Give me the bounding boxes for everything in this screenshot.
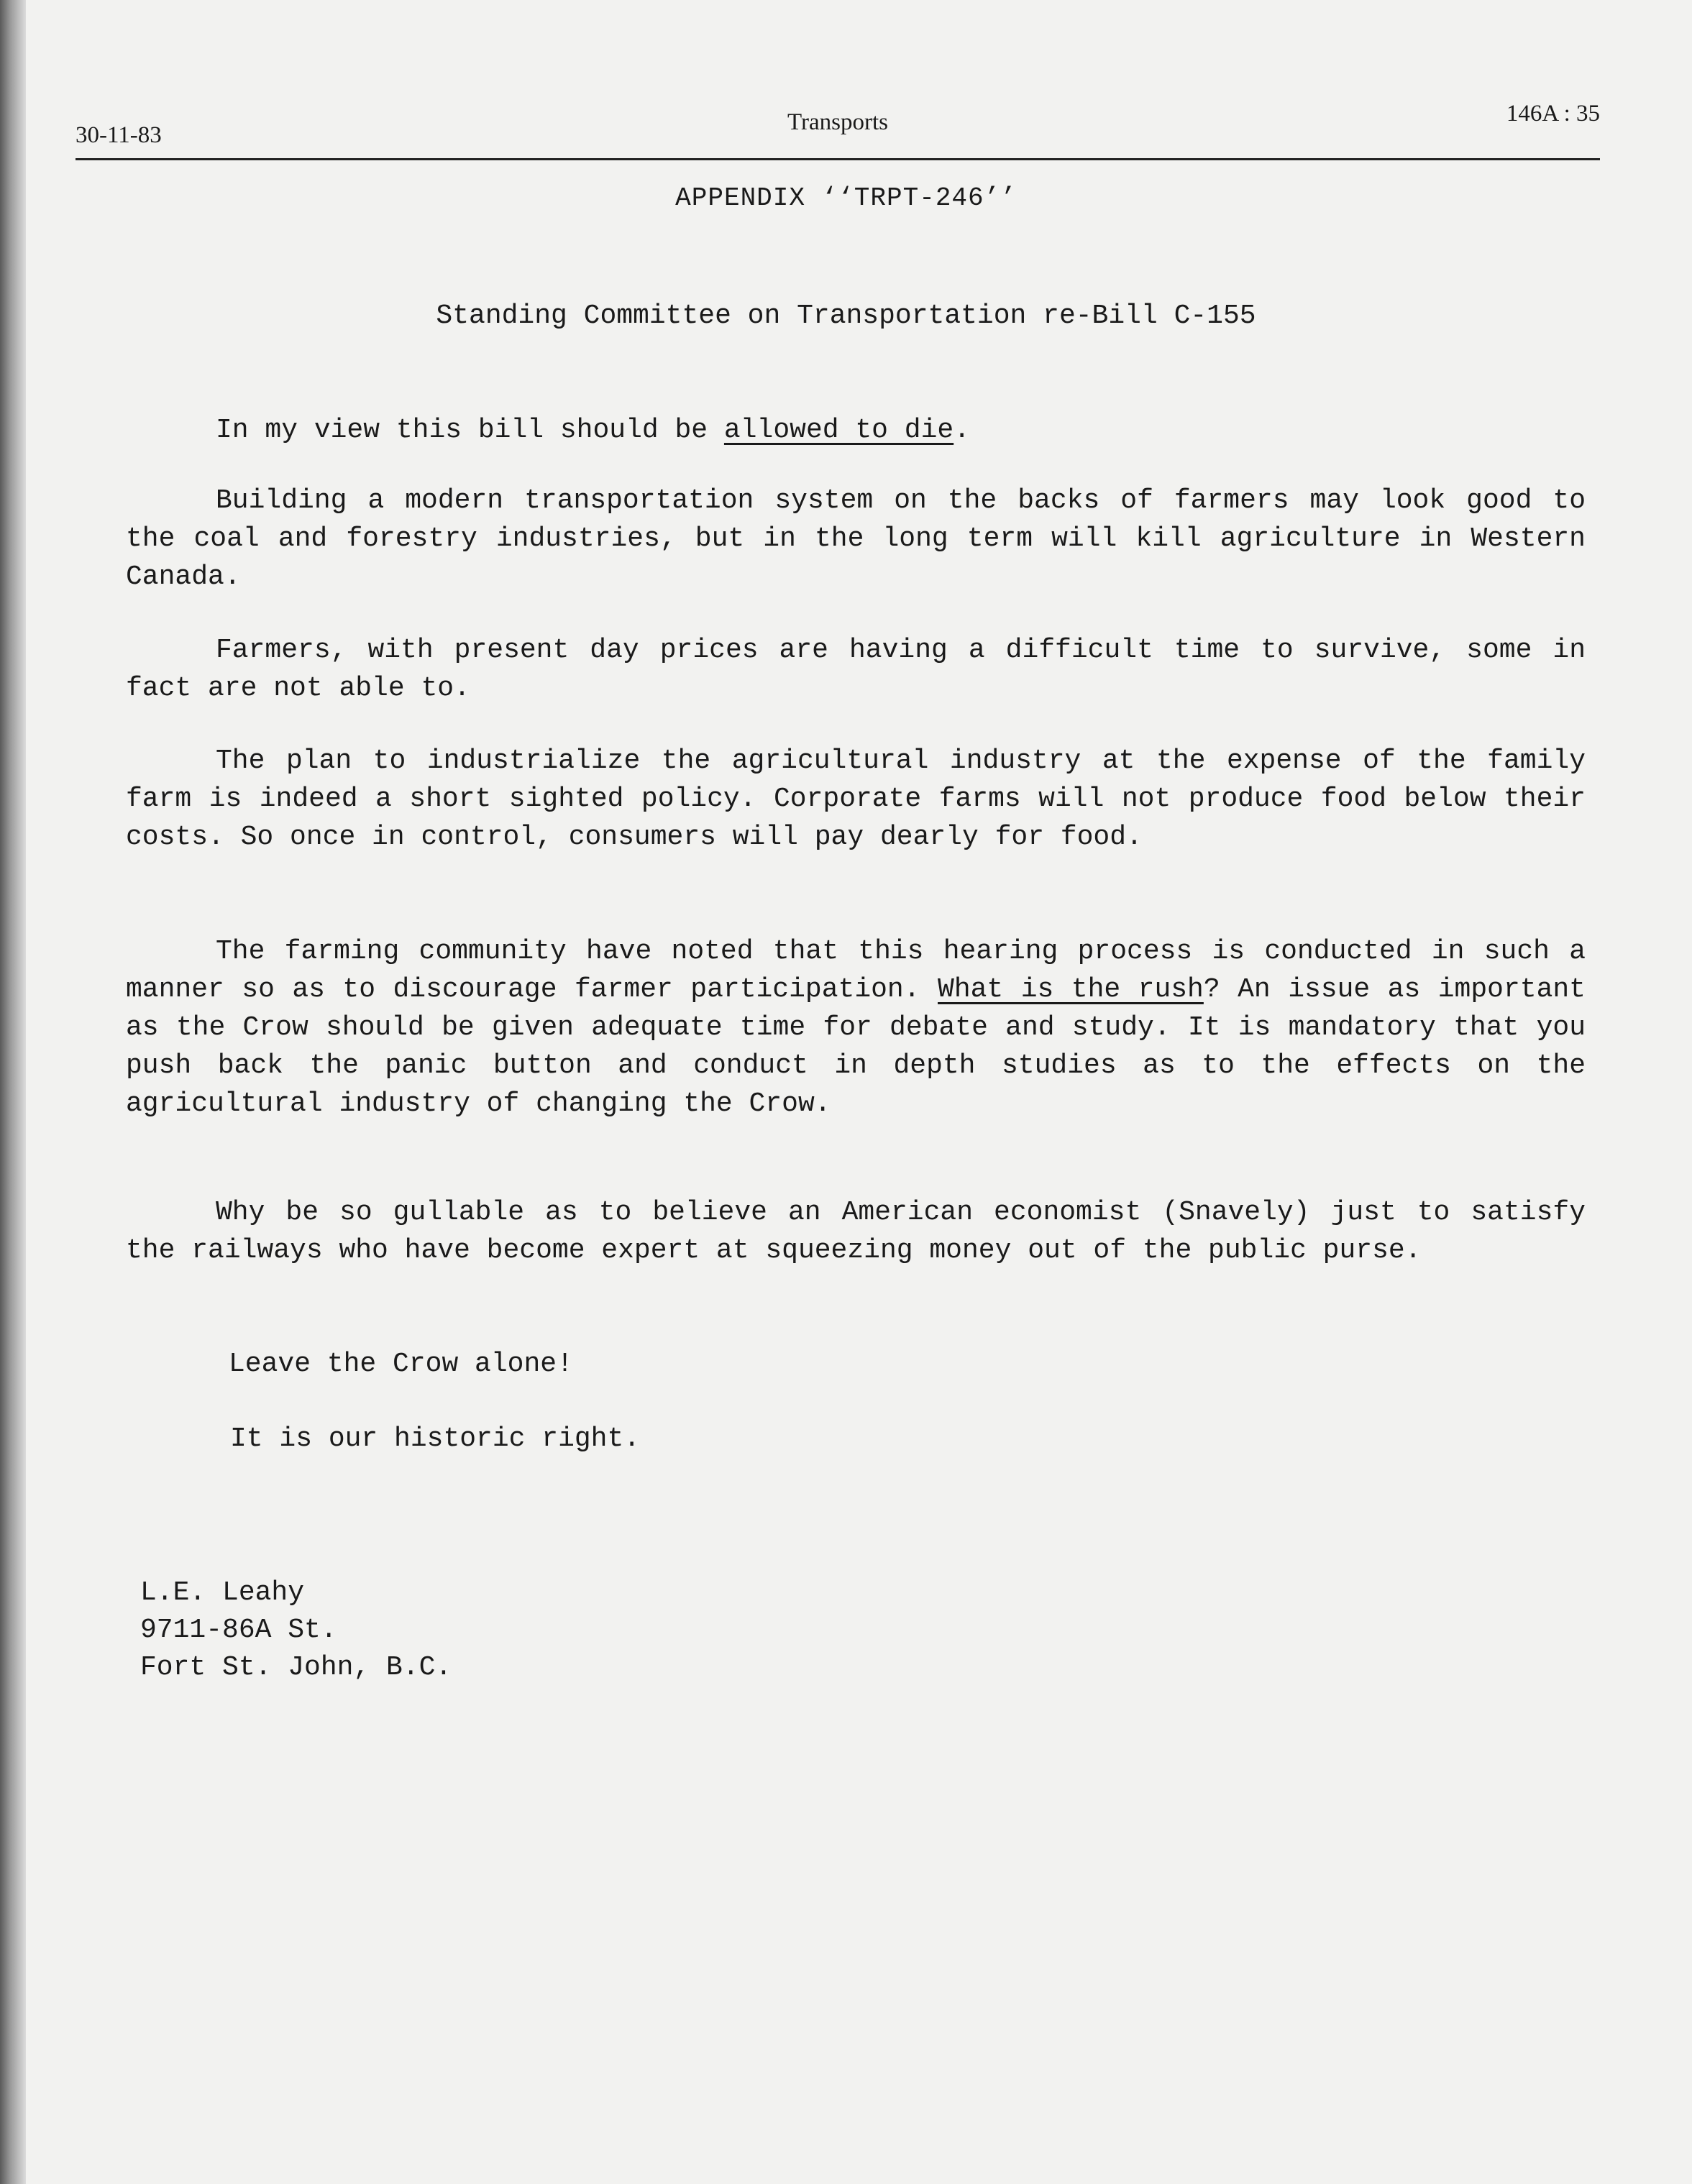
paragraph-2 — [126, 482, 1586, 596]
closing-line-2: It is our historic right. — [230, 1423, 641, 1454]
header-page-number: 146A : 35 — [1506, 101, 1600, 127]
signature-name: L.E. Leahy — [140, 1577, 305, 1608]
appendix-title: APPENDIX ‘‘TRPT-246’’ — [675, 183, 1017, 213]
paragraph-1 — [126, 411, 1586, 449]
paragraph-6 — [126, 1193, 1586, 1270]
p2-text: Building a modern transportation system on the backs of farmers may look good to the coal and forestry industries, but in the long term will kill agriculture in Western Canada. — [126, 485, 1586, 592]
p1-text-before: In my view this bill should be — [216, 415, 724, 446]
signature-block — [140, 1574, 452, 1687]
p6-text: Why be so gullable as to believe an American economist (Snavely) just to satisfy the railways who have become expert at squeezing money out of the public purse. — [126, 1197, 1586, 1266]
header-date: 30-11-83 — [76, 122, 162, 148]
paragraph-4 — [126, 742, 1586, 856]
closing-line-1: Leave the Crow alone! — [229, 1349, 573, 1380]
p1-underlined: allowed to die — [723, 415, 954, 446]
document-subtitle: Standing Committee on Transportation re-Bill C-155 — [436, 300, 1256, 331]
p5-text-before: The farming community have noted that this hearing process is conducted in such a manner so as to discourage farmer participation. — [126, 936, 1586, 1005]
p5-text-after: ? An issue as important as the Crow should be given adequate time for debate and study. It is mandatory that you push back the panic button and conduct in depth studies as to the effects on the agricultural industry of changing the Crow. — [126, 974, 1586, 1119]
p4-text: The plan to industrialize the agricultural industry at the expense of the family farm is indeed a short sighted policy. Corporate farms will not produce food below their costs. So once in control, consumers will pay dearly for food. — [126, 745, 1586, 853]
paragraph-5 — [126, 932, 1586, 1123]
header-title: Transports — [787, 109, 888, 135]
paragraph-3 — [126, 631, 1586, 707]
page-header — [76, 101, 1600, 160]
p5-underlined: What is the rush — [938, 974, 1204, 1005]
signature-city: Fort St. John, B.C. — [140, 1652, 452, 1683]
p3-text: Farmers, with present day prices are having a difficult time to survive, some in fact are not able to. — [126, 635, 1586, 704]
signature-street: 9711-86A St. — [140, 1615, 337, 1646]
p1-text-after: . — [954, 415, 970, 446]
